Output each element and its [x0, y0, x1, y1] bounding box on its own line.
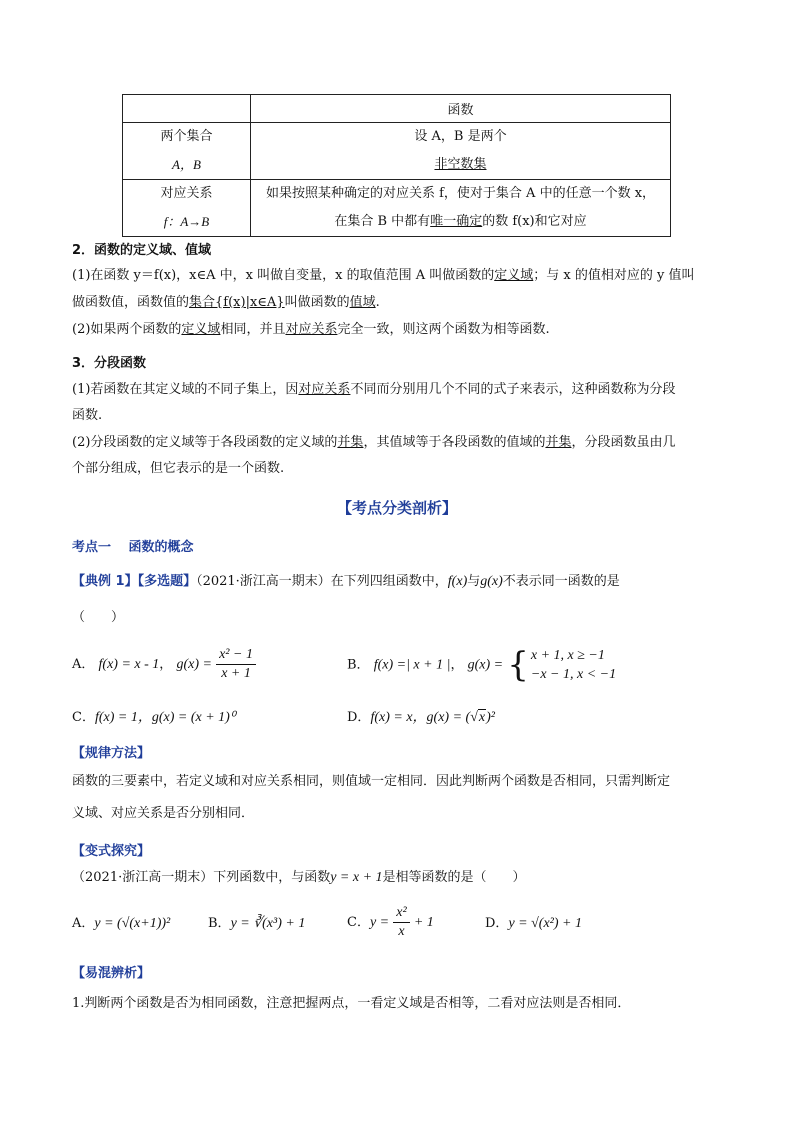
section2-title: 2．函数的定义域、值域 — [72, 243, 212, 258]
section3-p2-line1: (2)分段函数的定义域等于各段函数的定义域的并集，其值域等于各段函数的值域的并集，分段函数虽由几 — [72, 435, 676, 450]
mapping-label-line2: f：A→B — [163, 214, 210, 229]
sets-label-line1: 两个集合 — [160, 129, 213, 144]
example1-option-b: B． f(x) =| x + 1 |， g(x) = { x + 1, x ≥ −1 −x − 1, x < −1 — [347, 645, 617, 685]
variant-option-a: A．y = (√(x+1))² — [72, 916, 171, 931]
sets-label-line2: A，B — [172, 157, 201, 172]
term-set: 集合{f(x)|x∈A} — [189, 295, 285, 310]
mapping-label-line1: 对应关系 — [160, 186, 213, 201]
example1-option-c: C．f(x) = 1，g(x) = (x + 1)⁰ — [72, 710, 236, 725]
table-row-mapping-label — [123, 180, 251, 237]
example1-option-a: A． f(x) = x - 1， g(x) = $\frac{\text{x² − 1}}{x + 1}$ — [72, 646, 256, 683]
option-c-fraction: $\frac{\text{x²}}{x}$ — [393, 904, 409, 941]
section3-title: 3．分段函数 — [72, 356, 147, 371]
method-line2: 义域、对应关系是否分别相同． — [72, 806, 255, 821]
section3-p1-line2: 函数. — [72, 408, 103, 423]
variant-tag: 【变式探究】 — [72, 844, 151, 859]
term-range: 值域 — [349, 295, 376, 310]
section2-p1-line2: 做函数值，函数值的集合{f(x)|x∈A}叫做函数的值域. — [72, 295, 380, 310]
kaodian-title: 考点一 函数的概念 — [72, 540, 194, 555]
table-header-function: 函数 — [251, 95, 671, 123]
confusion-line1: 1.判断两个函数是否为相同函数，注意把握两点，一看定义域是否相等，二看对应法则是否相同． — [72, 996, 631, 1011]
example1-answer-paren: （ ） — [72, 610, 125, 625]
mapping-value-line2: 在集合 B 中都有唯一确定的数 f(x)和它对应 — [334, 214, 587, 229]
sqrt-symbol: √ — [470, 710, 478, 725]
term-domain: 定义域 — [494, 268, 534, 283]
section3-p2-line2: 个部分组成，但它表示的是一个函数. — [72, 461, 285, 476]
mapping-value-line1: 如果按照某种确定的对应关系 f，使对于集合 A 中的任意一个数 x， — [265, 186, 656, 201]
variant-option-d: D．y = √(x²) + 1 — [485, 916, 582, 931]
variant-option-b: B．y = ∛(x³) + 1 — [208, 916, 306, 931]
variant-question: （2021·浙江高一期末）下列函数中，与函数y = x + 1是相等函数的是（ ） — [72, 870, 526, 885]
table-corner-cell — [123, 95, 251, 123]
method-line1: 函数的三要素中，若定义域和对应关系相同，则值域一定相同．因此判断两个函数是否相同，只需判断定 — [72, 774, 671, 789]
sets-value-line2: 非空数集 — [434, 157, 487, 172]
function-definition-table — [122, 94, 671, 237]
term-mapping: 对应关系 — [285, 322, 338, 337]
section3-p1-line1: (1)若函数在其定义域的不同子集上，因对应关系不同而分别用几个不同的式子来表示，这种函数称为分段 — [72, 382, 676, 397]
option-a-fraction: $\frac{\text{x² − 1}}{x + 1}$ — [216, 646, 256, 683]
section2-p1-line1: (1)在函数 y＝f(x)，x∈A 中，x 叫做自变量，x 的取值范围 A 叫做函数的定义域；与 x 的值相对应的 y 值叫 — [72, 268, 695, 283]
term-union: 并集 — [337, 435, 364, 450]
example1-tag: 【典例 1】【多选题】 — [72, 574, 197, 589]
confusion-tag: 【易混辨析】 — [72, 966, 151, 981]
unique-determined: 唯一确定 — [430, 214, 483, 229]
section2-p2: (2)如果两个函数的定义域相同，并且对应关系完全一致，则这两个函数为相等函数. — [72, 322, 550, 337]
term-union-2: 并集 — [545, 435, 572, 450]
example1-question: 【典例 1】【多选题】（2021·浙江高一期末）在下列四组函数中，f(x)与g(x)不表示同一函数的是 — [72, 574, 620, 589]
variant-option-c: C．y = $\frac{\text{x²}}{x}$ + 1 — [347, 905, 434, 939]
term-domain-2: 定义域 — [181, 322, 221, 337]
analysis-heading: 【考点分类剖析】 — [336, 499, 457, 517]
example1-option-d: D．f(x) = x，g(x) = (√x)² — [347, 710, 495, 725]
term-mapping-2: 对应关系 — [298, 382, 351, 397]
method-tag: 【规律方法】 — [72, 746, 151, 761]
table-row-mapping-value — [251, 180, 671, 237]
table-row-sets-value — [251, 123, 671, 180]
table-row-sets-label — [123, 123, 251, 180]
option-b-piecewise: { x + 1, x ≥ −1 −x − 1, x < −1 — [507, 645, 617, 685]
sets-value-line1: 设 A，B 是两个 — [414, 129, 507, 144]
